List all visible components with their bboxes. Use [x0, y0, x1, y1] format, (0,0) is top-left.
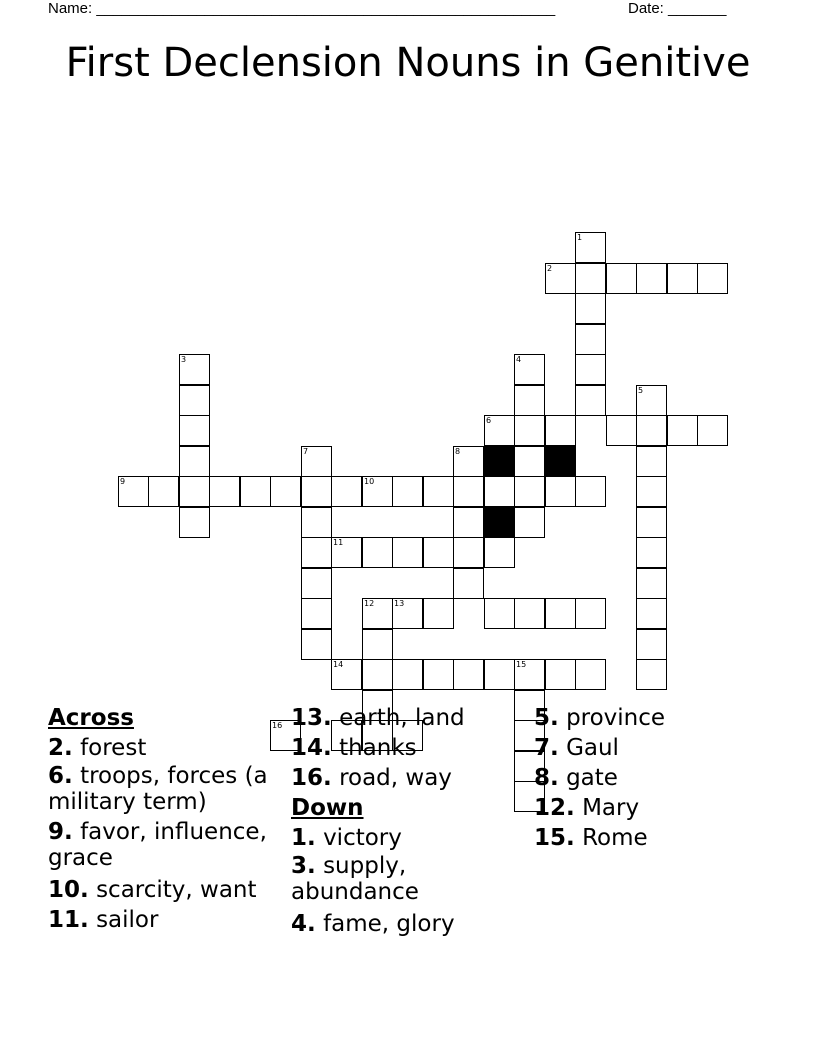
crossword-cell[interactable] — [636, 507, 667, 538]
crossword-cell[interactable] — [484, 659, 515, 690]
clue-number-label: 1 — [577, 233, 583, 242]
crossword-cell[interactable] — [575, 232, 606, 263]
crossword-cell[interactable] — [667, 415, 698, 446]
crossword-cell[interactable] — [331, 476, 362, 507]
crossword-cell[interactable] — [636, 263, 667, 294]
crossword-cell[interactable] — [392, 476, 423, 507]
crossword-cell[interactable] — [484, 476, 515, 507]
crossword-cell[interactable] — [514, 507, 545, 538]
crossword-cell[interactable] — [606, 263, 637, 294]
clue-number-label: 13 — [394, 599, 405, 608]
crossword-cell[interactable] — [545, 415, 576, 446]
crossword-cell[interactable] — [575, 263, 606, 294]
crossword-cell[interactable] — [179, 476, 210, 507]
crossword-cell[interactable] — [423, 537, 454, 568]
crossword-cell[interactable] — [362, 659, 393, 690]
crossword-cell[interactable] — [697, 415, 728, 446]
clue-number-label: 16 — [272, 721, 283, 730]
clue-down-1: 1. victory — [291, 825, 402, 851]
crossword-cell[interactable] — [575, 476, 606, 507]
clue-across-9: 9. favor, influence, grace — [48, 819, 267, 871]
crossword-cell[interactable] — [423, 598, 454, 629]
crossword-cell[interactable] — [575, 324, 606, 355]
crossword-cell[interactable] — [392, 659, 423, 690]
crossword-cell[interactable] — [575, 598, 606, 629]
crossword-cell[interactable] — [636, 629, 667, 660]
crossword-cell[interactable] — [453, 476, 484, 507]
crossword-cell[interactable] — [636, 385, 667, 416]
crossword-cell[interactable] — [545, 476, 576, 507]
clue-across-6: 6. troops, forces (a military term) — [48, 763, 268, 815]
crossword-cell[interactable] — [331, 537, 362, 568]
clue-down-8: 8. gate — [534, 765, 618, 791]
crossword-cell[interactable] — [545, 598, 576, 629]
crossword-cell[interactable] — [179, 507, 210, 538]
crossword-cell[interactable] — [636, 598, 667, 629]
clues-column-1 — [48, 703, 278, 935]
crossword-cell[interactable] — [148, 476, 179, 507]
crossword-cell[interactable] — [362, 537, 393, 568]
clue-down-15: 15. Rome — [534, 825, 648, 851]
crossword-cell[interactable] — [514, 446, 545, 477]
crossword-cell[interactable] — [179, 354, 210, 385]
clue-number-label: 11 — [333, 538, 344, 547]
crossword-black-cell — [545, 446, 576, 477]
crossword-cell[interactable] — [392, 598, 423, 629]
crossword-cell[interactable] — [423, 659, 454, 690]
crossword-cell[interactable] — [606, 415, 637, 446]
date-field-label: Date: _______ — [628, 0, 727, 17]
crossword-cell[interactable] — [179, 446, 210, 477]
crossword-cell[interactable] — [362, 629, 393, 660]
clue-across-16: 16. road, way — [291, 765, 452, 791]
clue-number-label: 8 — [455, 447, 461, 456]
clue-across-14: 14. thanks — [291, 735, 417, 761]
down-heading: Down — [291, 795, 364, 821]
crossword-cell[interactable] — [240, 476, 271, 507]
crossword-cell[interactable] — [514, 598, 545, 629]
crossword-cell[interactable] — [636, 446, 667, 477]
clue-number-label: 15 — [516, 660, 527, 669]
crossword-cell[interactable] — [514, 385, 545, 416]
crossword-cell[interactable] — [514, 476, 545, 507]
crossword-cell[interactable] — [575, 385, 606, 416]
clue-number-label: 6 — [486, 416, 492, 425]
crossword-cell[interactable] — [575, 293, 606, 324]
across-heading: Across — [48, 705, 134, 731]
crossword-cell[interactable] — [545, 659, 576, 690]
crossword-cell[interactable] — [514, 415, 545, 446]
crossword-cell[interactable] — [667, 263, 698, 294]
clue-number-label: 12 — [364, 599, 375, 608]
crossword-cell[interactable] — [575, 354, 606, 385]
crossword-cell[interactable] — [392, 537, 423, 568]
crossword-cell[interactable] — [301, 507, 332, 538]
clue-down-5: 5. province — [534, 705, 666, 731]
clue-number-label: 10 — [364, 477, 375, 486]
crossword-cell[interactable] — [636, 568, 667, 599]
crossword-cell[interactable] — [270, 476, 301, 507]
name-field-label: Name: _______________________________________________________ — [48, 0, 556, 17]
crossword-cell[interactable] — [484, 537, 515, 568]
clue-number-label: 7 — [303, 447, 309, 456]
clue-down-7: 7. Gaul — [534, 735, 619, 761]
clue-down-12: 12. Mary — [534, 795, 640, 821]
crossword-cell[interactable] — [331, 659, 362, 690]
crossword-cell[interactable] — [179, 385, 210, 416]
crossword-cell[interactable] — [179, 415, 210, 446]
clue-number-label: 5 — [638, 386, 644, 395]
clue-down-4: 4. fame, glory — [291, 911, 455, 937]
crossword-cell[interactable] — [636, 659, 667, 690]
clue-across-10: 10. scarcity, want — [48, 877, 257, 903]
clues-column-2 — [291, 703, 511, 939]
clue-number-label: 3 — [181, 355, 187, 364]
crossword-cell[interactable] — [636, 476, 667, 507]
clue-number-label: 2 — [547, 264, 553, 273]
clue-across-13: 13. earth, land — [291, 705, 465, 731]
clue-across-11: 11. sailor — [48, 907, 159, 933]
crossword-cell[interactable] — [636, 537, 667, 568]
crossword-cell[interactable] — [453, 537, 484, 568]
crossword-cell[interactable] — [301, 537, 332, 568]
crossword-cell[interactable] — [301, 629, 332, 660]
crossword-cell[interactable] — [514, 659, 545, 690]
crossword-cell[interactable] — [362, 598, 393, 629]
clue-across-2: 2. forest — [48, 735, 147, 761]
crossword-cell[interactable] — [636, 415, 667, 446]
crossword-cell[interactable] — [453, 446, 484, 477]
clue-number-label: 9 — [120, 477, 126, 486]
crossword-cell[interactable] — [453, 659, 484, 690]
crossword-cell[interactable] — [118, 476, 149, 507]
clue-down-3: 3. supply, abundance — [291, 853, 419, 905]
crossword-cell[interactable] — [697, 263, 728, 294]
crossword-cell[interactable] — [362, 476, 393, 507]
crossword-cell[interactable] — [453, 507, 484, 538]
clues-column-3 — [534, 703, 774, 853]
crossword-cell[interactable] — [484, 598, 515, 629]
crossword-cell[interactable] — [301, 568, 332, 599]
crossword-cell[interactable] — [545, 263, 576, 294]
crossword-cell[interactable] — [301, 598, 332, 629]
crossword-cell[interactable] — [453, 568, 484, 599]
crossword-cell[interactable] — [575, 659, 606, 690]
clue-number-label: 14 — [333, 660, 344, 669]
crossword-cell[interactable] — [301, 476, 332, 507]
crossword-cell[interactable] — [301, 446, 332, 477]
crossword-black-cell — [484, 507, 515, 538]
crossword-black-cell — [484, 446, 515, 477]
crossword-cell[interactable] — [484, 415, 515, 446]
crossword-cell[interactable] — [423, 476, 454, 507]
crossword-cell[interactable] — [209, 476, 240, 507]
page-title: First Declension Nouns in Genitive — [65, 40, 751, 86]
clue-number-label: 4 — [516, 355, 522, 364]
crossword-cell[interactable] — [514, 354, 545, 385]
